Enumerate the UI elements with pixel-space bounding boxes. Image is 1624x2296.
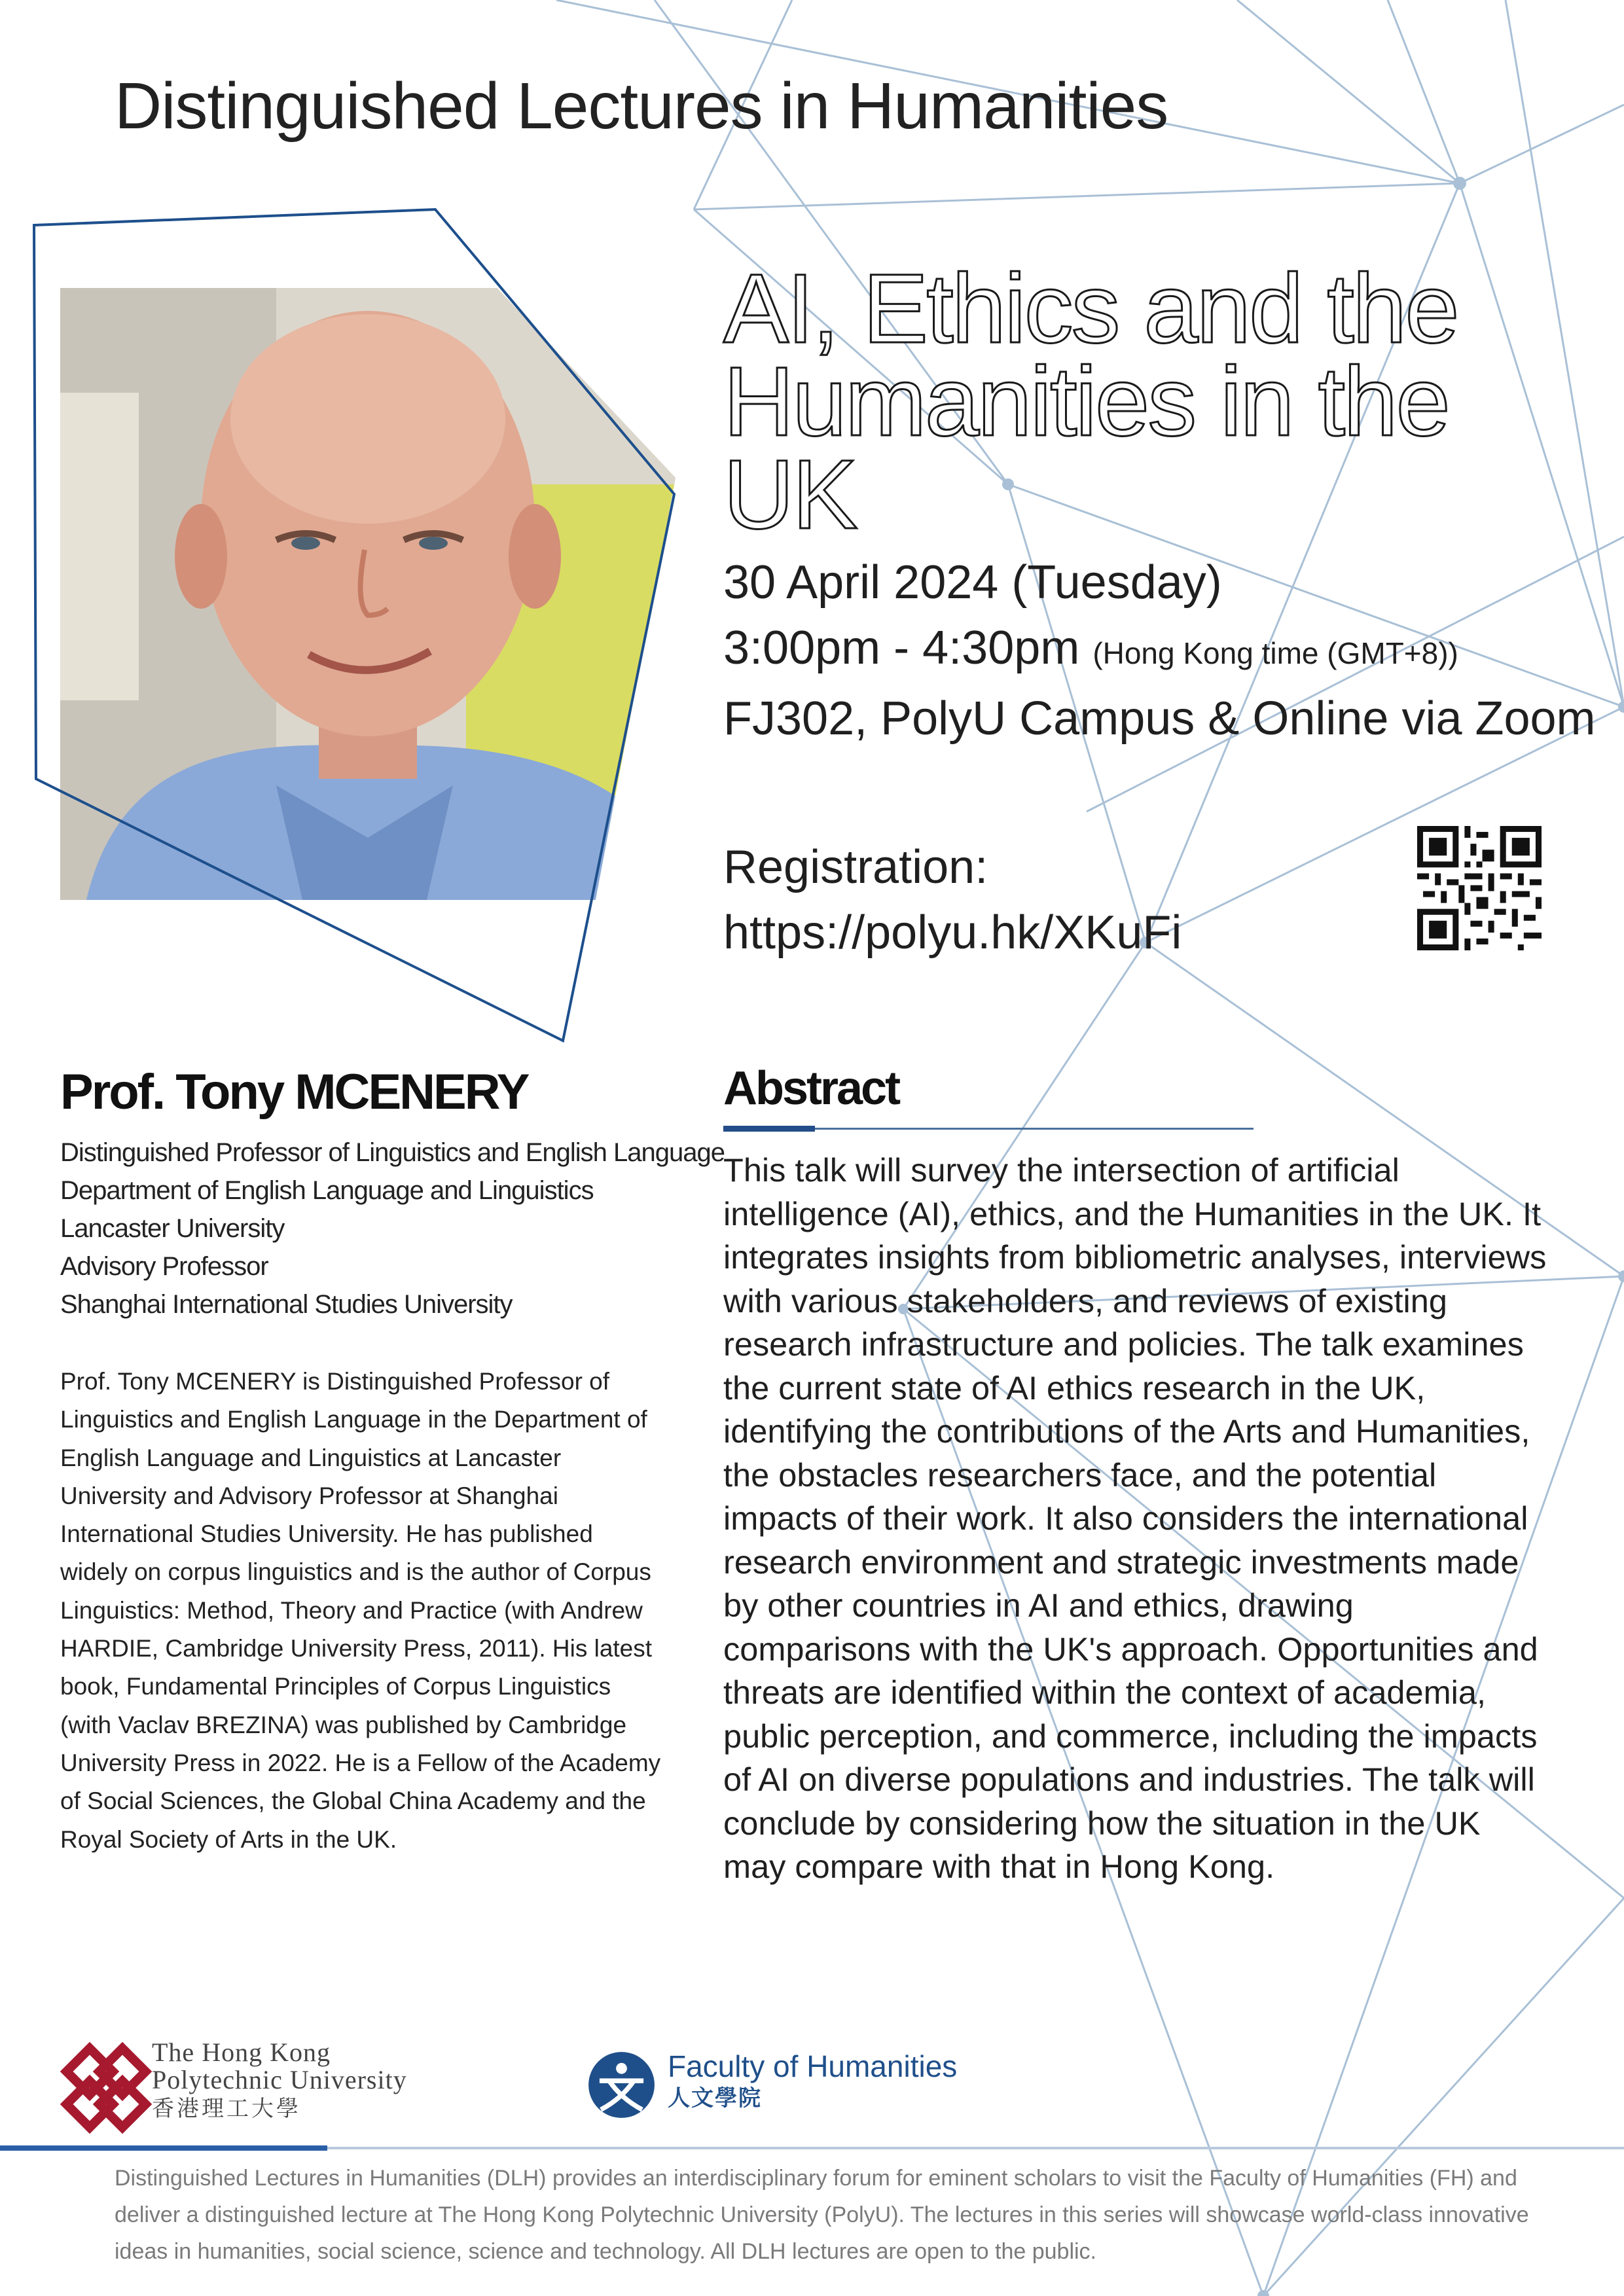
polyu-logo-icon xyxy=(60,2042,152,2134)
affiliation-line: Advisory Professor xyxy=(60,1252,268,1281)
registration-qr-code[interactable] xyxy=(1417,826,1542,950)
event-date: 30 April 2024 (Tuesday) xyxy=(723,556,1222,609)
faculty-name-zh: 人文學院 xyxy=(668,2086,762,2111)
affiliation-line: Lancaster University xyxy=(60,1214,285,1243)
event-details xyxy=(723,550,1596,751)
speaker-name: Prof. Tony MCENERY xyxy=(60,1064,528,1120)
footer-description: Distinguished Lectures in Humanities (DLH) provides an interdisciplinary forum for eminent scholars to visit the Faculty of Humanities (FH) and deliver a distinguished lecture at The Hong Kong Polytechnic University (PolyU). The lectures in this series will showcase world-class innovative ideas in humanities, social science, science and technology. All DLH lectures are open to the public. xyxy=(115,2166,1529,2264)
affiliation-line: Department of English Language and Linguistics xyxy=(60,1176,594,1205)
abstract-text: This talk will survey the intersection of artificial intelligence (AI), ethics, and the Humanities in the UK. It integrates insights from bibliometric analyses, interviews with various stakeholders, and reviews of existing research infrastructure and policies. The talk examines the current state of AI ethics research in the UK, identifying the contributions of the Arts and Humanities, the obstacles researchers face, and the potential impacts of their work. It also considers the international research environment and strategic investments made by other countries in AI and ethics, drawing comparisons with the UK's approach. Opportunities and threats are identified within the context of academia, public perception, and commerce, including the impacts of AI on diverse populations and industries. The talk will conclude by considering how the situation in the UK may compare with that in Hong Kong. xyxy=(723,1151,1547,1885)
registration-label: Registration: xyxy=(723,841,988,893)
polyu-name-line2: Polytechnic University xyxy=(152,2065,407,2094)
polyu-name-zh: 香港理工大學 xyxy=(152,2097,301,2121)
speaker-affiliations xyxy=(60,1134,725,1323)
polyu-name-line1: The Hong Kong xyxy=(152,2037,331,2067)
faculty-wordmark xyxy=(668,2049,957,2113)
footer-divider-accent xyxy=(0,2145,327,2151)
abstract-heading: Abstract xyxy=(723,1062,899,1115)
affiliation-line: Distinguished Professor of Linguistics and English Language xyxy=(60,1138,725,1167)
faculty-logo-icon xyxy=(587,2051,656,2119)
registration-block xyxy=(723,834,1182,965)
polyu-wordmark xyxy=(152,2039,407,2125)
faculty-name-en: Faculty of Humanities xyxy=(668,2049,958,2083)
abstract-divider-accent xyxy=(723,1126,815,1132)
event-venue: FJ302, PolyU Campus & Online via Zoom xyxy=(723,692,1596,745)
speaker-bio: Prof. Tony MCENERY is Distinguished Professor of Linguistics and English Language in the Department of English Language and Linguistics at Lancaster University and Advisory Professor at Shanghai International Studies University. He has published widely on corpus linguistics and is the author of Corpus Linguistics: Method, Theory and Practice (with Andrew HARDIE, Cambridge University Press, 2011). His latest book, Fundamental Principles of Corpus Linguistics (with Vaclav BREZINA) was published by Cambridge University Press in 2022. He is a Fellow of the Academy of Social Sciences, the Global China Academy and the Royal Society of Arts in the UK. xyxy=(60,1368,661,1853)
event-time: 3:00pm - 4:30pm xyxy=(723,622,1080,674)
event-timezone: (Hong Kong time (GMT+8)) xyxy=(1092,636,1458,670)
talk-title: AI, Ethics and the Humanities in the UK xyxy=(723,253,1458,549)
affiliation-line: Shanghai International Studies University xyxy=(60,1290,513,1319)
registration-link[interactable]: https://polyu.hk/XKuFi xyxy=(723,906,1182,959)
event-time-row xyxy=(723,615,1596,686)
photo-frame-outline xyxy=(0,196,733,1060)
series-title: Distinguished Lectures in Humanities xyxy=(115,69,1168,143)
